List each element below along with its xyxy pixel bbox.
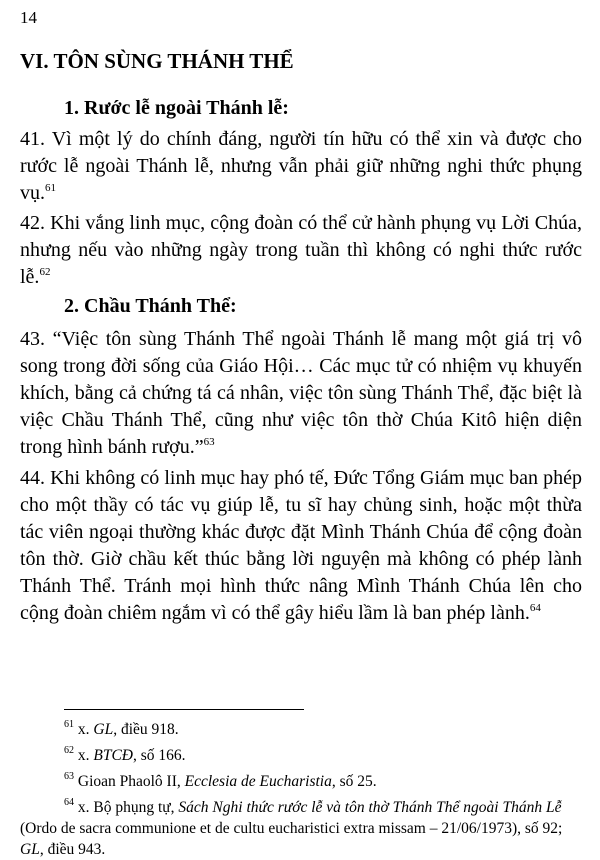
footnote-divider — [64, 709, 304, 710]
footnote-ref-64[interactable]: 64 — [529, 602, 541, 614]
footnote-text: x. — [74, 747, 94, 764]
paragraph-44 — [20, 465, 582, 627]
footnote-text: , số 25. — [331, 773, 377, 790]
footnote-63 — [20, 771, 600, 792]
section-title: VI. TÔN SÙNG THÁNH THỂ — [20, 49, 294, 73]
paragraph-43 — [20, 326, 582, 461]
footnote-number: 64 — [64, 797, 74, 808]
footnote-ref-62[interactable]: 62 — [39, 266, 51, 278]
footnote-text: , số 166. — [133, 747, 186, 764]
paragraph-42-text: 42. Khi vắng linh mục, cộng đoàn có thể cử hành phụng vụ Lời Chúa, nhưng nếu vào những ngày trong tuần thì không có nghi thức rước lễ. — [20, 212, 582, 288]
footnote-text: , điều 918. — [113, 721, 179, 738]
footnote-61 — [20, 719, 600, 740]
paragraph-41 — [20, 126, 582, 207]
footnote-citation: Sách Nghi thức rước lễ và tôn thờ Thánh Thể ngoài Thánh Lễ — [178, 799, 562, 816]
footnote-number: 62 — [64, 745, 74, 756]
footnote-text: , điều 943. — [39, 841, 106, 858]
footnote-citation: GL — [93, 721, 114, 738]
subsection-title-1: 1. Rước lễ ngoài Thánh lễ: — [64, 97, 289, 119]
paragraph-43-text: 43. “Việc tôn sùng Thánh Thể ngoài Thánh lễ mang một giá trị vô song trong đời sống của Giáo Hội… Các mục tử có nhiệm vụ khuyến khích, bằng cả chứng tá cá nhân, việc tôn sùng Thánh Thể, đặc biệt là việc Chầu Thánh Thể, cũng như việc tôn thờ Chúa Kitô hiện diện trong hình bánh rượu.” — [20, 328, 582, 458]
footnote-text: (Ordo de sacra communione et de cultu eucharistici extra missam – 21/06/1973), số 92; — [20, 820, 563, 837]
footnote-ref-63[interactable]: 63 — [203, 436, 215, 448]
footnote-citation: BTCĐ — [93, 747, 133, 764]
footnote-text: x. — [74, 721, 94, 738]
footnote-text: Gioan Phaolô II, — [74, 773, 185, 790]
footnote-citation: GL — [20, 841, 40, 858]
footnote-62 — [20, 745, 600, 766]
footnote-number: 63 — [64, 771, 74, 782]
footnote-text: x. Bộ phụng tự, — [74, 799, 179, 816]
paragraph-44-text: 44. Khi không có linh mục hay phó tế, Đức Tổng Giám mục ban phép cho một thầy có tác vụ giúp lễ, tu sĩ hay chủng sinh, hoặc một thừa tác viên ngoại thường khác được đặt Mình Thánh Chúa để cộng đoàn tôn thờ. Giờ chầu kết thúc bằng lời nguyện mà không có phép lành Thánh Thể. Tránh mọi hình thức nâng Mình Thánh Chúa lên cho cộng đoàn chiêm ngắm vì có thể gây hiểu lầm là ban phép lành. — [20, 467, 582, 624]
footnote-citation: Ecclesia de Eucharistia — [184, 773, 332, 790]
page-number: 14 — [20, 8, 37, 27]
subsection-title-2: 2. Chầu Thánh Thể: — [64, 295, 237, 317]
footnote-ref-61[interactable]: 61 — [45, 182, 56, 194]
footnote-64 — [20, 797, 582, 860]
paragraph-42 — [20, 210, 582, 291]
footnote-number: 61 — [64, 719, 74, 730]
paragraph-41-text: 41. Vì một lý do chính đáng, người tín hữu có thể xin và được cho rước lễ ngoài Thánh lễ, nhưng vẫn phải giữ những nghi thức phụng vụ. — [20, 128, 582, 204]
